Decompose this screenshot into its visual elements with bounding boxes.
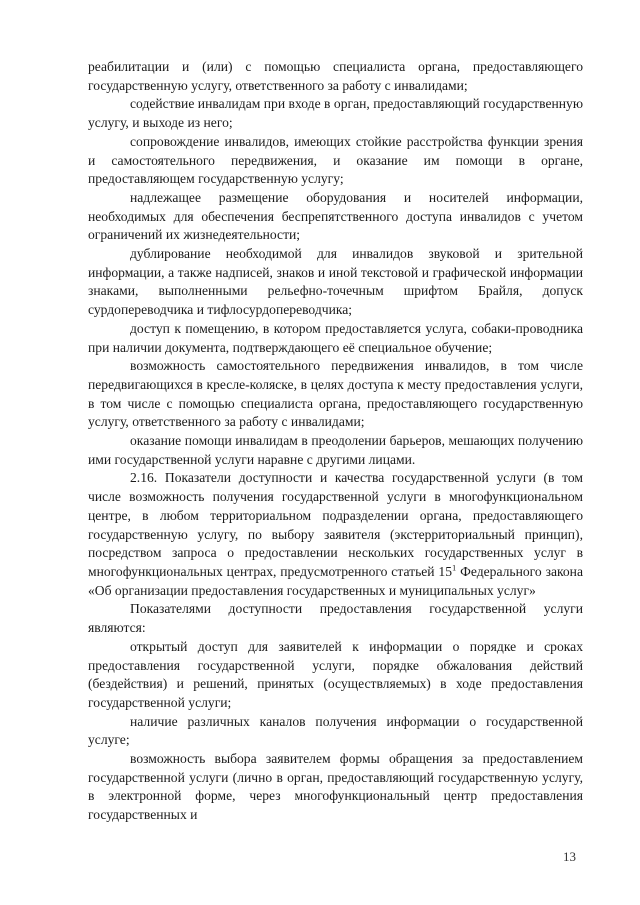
paragraph-guide-dog: доступ к помещению, в котором предоставляется услуга, собаки-проводника при наличии документа, подтверждающего её специальное обучение; — [88, 320, 583, 355]
document-body — [88, 58, 583, 825]
paragraph-barrier-help: оказание помощи инвалидам в преодолении барьеров, мешающих получению ими государственной услуги наравне с другими лицами. — [88, 433, 583, 467]
section-2-16-text: 2.16. Показатели доступности и качества государственной услуги (в том числе возможность получения государственной услуги в многофункциональном центре, в любом территориальном подразделении органа, предоставляющего государственную услугу, по выбору заявителя (экстерриториальный принцип), посредством запроса о предоставлении нескольких государственных услуг в многофункциональных центрах, предусмотренного статьей 15 — [88, 470, 583, 579]
paragraph-form-choice: возможность выбора заявителем формы обращения за предоставлением государственной услуги (лично в орган, предоставляющий государственную услугу, в электронной форме, через многофункциональный центр предоставления государственных и — [88, 751, 583, 823]
paragraph-entry-assistance: содействие инвалидам при входе в орган, предоставляющий государственную услугу, и выходе из него; — [88, 96, 583, 131]
paragraph-rehabilitation-cont: реабилитации и (или) с помощью специалиста органа, предоставляющего государственную услугу, ответственного за работу с инвалидами; — [88, 59, 583, 93]
paragraph-duplication-braille: дублирование необходимой для инвалидов звуковой и зрительной информации, а также надписей, знаков и иной текстовой и графической информации знаками, выполненными рельефно-точечным шрифтом Брайля, допуск сурдопереводчика и тифлосурдопереводчика; — [88, 246, 583, 318]
paragraph-info-channels: наличие различных каналов получения информации о государственной услуге; — [88, 713, 583, 748]
paragraph-indicators-intro: Показателями доступности предоставления государственной услуги являются: — [88, 601, 583, 636]
section-2-16-text-end: Федерального закона «Об организации предоставления государственных и муниципальных услуг» — [88, 563, 583, 598]
article-superscript: 1 — [452, 562, 457, 573]
paragraph-independent-movement: возможность самостоятельного передвижения инвалидов, в том числе передвигающихся в кресле-коляске, в целях доступа к месту предоставления услуги, в том числе с помощью специалиста органа, предоставляющего государственную услугу, ответственного за работу с инвалидами; — [88, 358, 583, 430]
paragraph-section-2-16 — [88, 469, 583, 600]
page-number: 13 — [563, 849, 576, 864]
paragraph-escort: сопровождение инвалидов, имеющих стойкие расстройства функции зрения и самостоятельного передвижения, и оказание им помощи в органе, предоставляющем государственную услугу; — [88, 133, 583, 187]
paragraph-open-access: открытый доступ для заявителей к информации о порядке и сроках предоставления государственной услуги, порядке обжалования действий (бездействия) и решений, принятых (осуществляемых) в ходе предоставления государственной услуги; — [88, 638, 583, 710]
paragraph-equipment-placement: надлежащее размещение оборудования и носителей информации, необходимых для обеспечения беспрепятственного доступа инвалидов с учетом ограничений их жизнедеятельности; — [88, 189, 583, 243]
